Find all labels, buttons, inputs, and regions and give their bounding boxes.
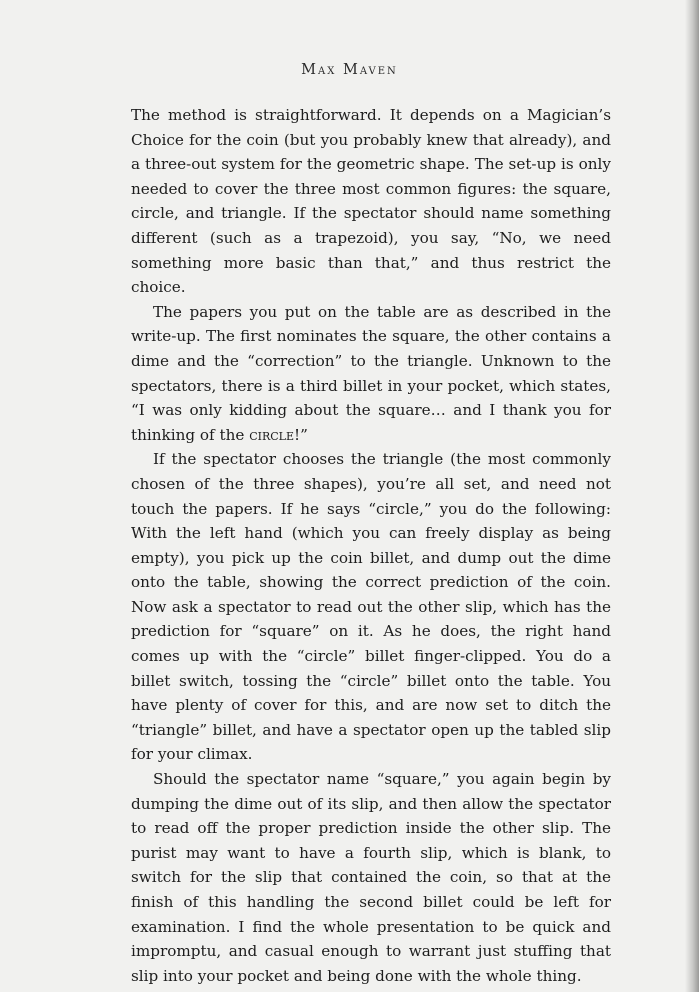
paragraph-2-small-caps: circle xyxy=(249,425,295,444)
paragraph-2-tail: !” xyxy=(294,425,308,444)
page-edge-shadow xyxy=(685,0,699,992)
running-head: Max Maven xyxy=(301,62,398,78)
body-text xyxy=(131,103,611,988)
paragraph-2 xyxy=(131,300,611,448)
paragraph-1: The method is straightforward. It depends on a Magician’s Choice for the coin (but you probably knew that already), and a three-out system for the geometric shape. The set-up is only needed to cover the three most common figures: the square, circle, and triangle. If the spectator should name something different (such as a trapezoid), you say, “No, we need something more basic than that,” and thus restrict the choice. xyxy=(131,106,611,297)
paragraph-4: Should the spectator name “square,” you again begin by dumping the dime out of its slip, and then allow the spectator to read off the proper prediction inside the other slip. The purist may want to have a fourth slip, which is blank, to switch for the slip that contained the coin, so that at the finish of this handling the second billet could be left for examination. I find the whole presentation to be quick and impromptu, and casual enough to warrant just stuffing that slip into your pocket and being done with the whole thing. xyxy=(131,770,611,985)
paragraph-2-text: The papers you put on the table are as described in the write-up. The first nominates the square, the other contains a dime and the “correction” to the triangle. Unknown to the spectators, there is a third billet in your pocket, which states, “I was only kidding about the square… and I thank you for thinking of the xyxy=(131,302,611,444)
paragraph-3: If the spectator chooses the triangle (the most commonly chosen of the three shapes), you’re all set, and need not touch the papers. If he says “circle,” you do the following: With the left hand (which you can freely display as being empty), you pick up the coin billet, and dump out the dime onto the table, showing the correct prediction of the coin. Now ask a spectator to read out the other slip, which has the prediction for “square” on it. As he does, the right hand comes up with the “circle” billet finger-clipped. You do a billet switch, tossing the “circle” billet onto the table. You have plenty of cover for this, and are now set to ditch the “triangle” billet, and have a spectator open up the tabled slip for your climax. xyxy=(131,450,611,764)
